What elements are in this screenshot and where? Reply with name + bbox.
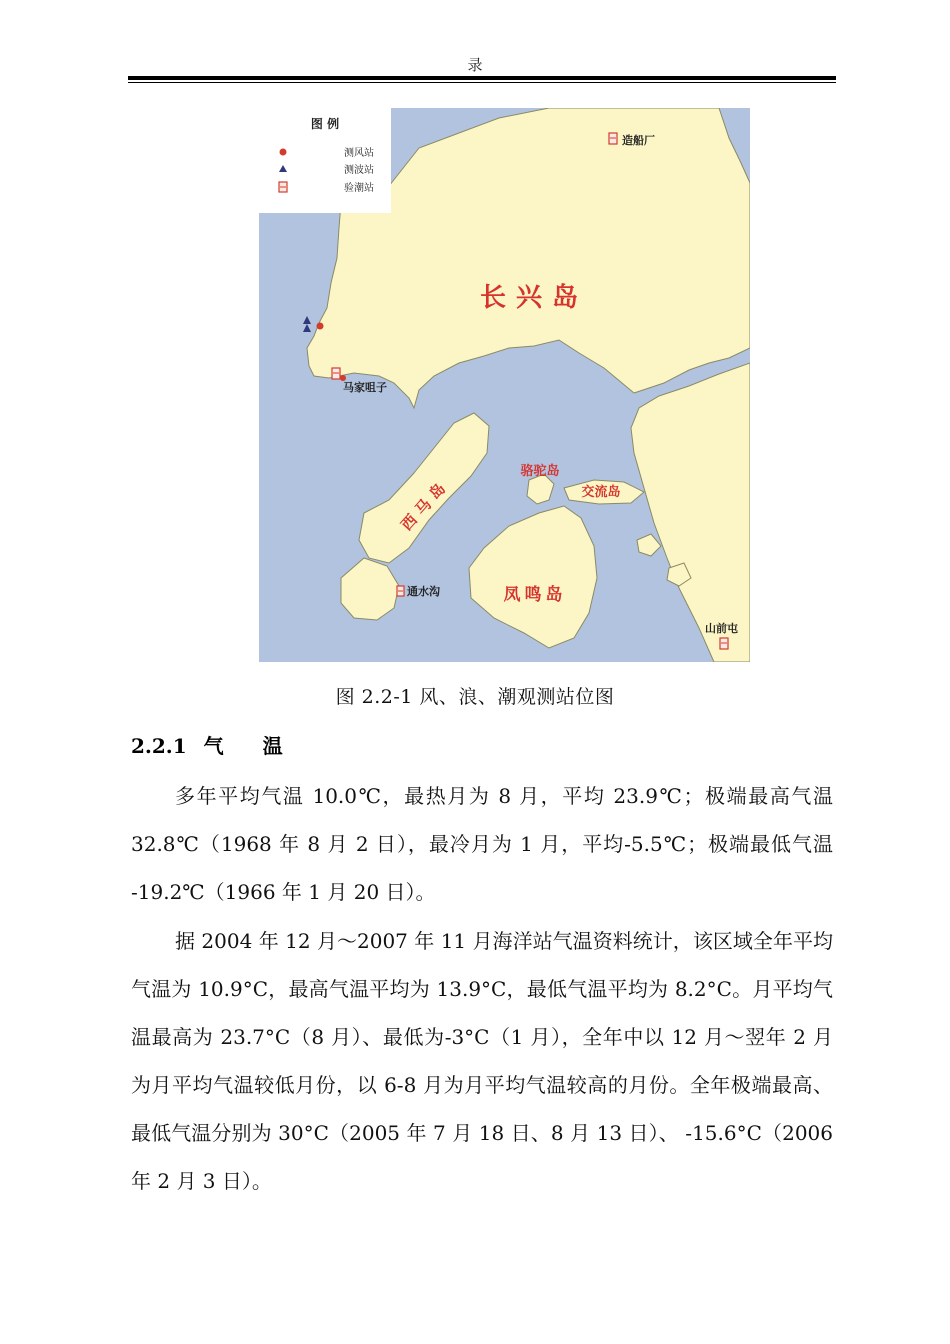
legend-label-wind: 测风站	[344, 148, 374, 159]
station-map	[259, 108, 750, 662]
figure-caption: 图 2.2-1 风、浪、潮观测站位图	[335, 686, 615, 708]
legend-label-wave: 测波站	[344, 165, 374, 176]
station-tongshuigou	[397, 584, 440, 598]
legend-title: 图 例	[310, 117, 340, 131]
section-heading	[131, 730, 299, 759]
island-label-jiaoliu: 交流岛	[581, 485, 621, 500]
red-circle-icon	[317, 323, 324, 330]
legend-label-tide: 验潮站	[344, 183, 374, 194]
paragraph-2: 据 2004 年 12 月～2007 年 11 月海洋站气温资料统计，该区域全年平均气温为 10.9°C，最高气温平均为 13.9°C，最低气温平均为 8.2°C。月平均气温最高为 23.7°C（8 月）、最低为-3°C（1 月），全年中以 12 月～翌年 2 月为月平均气温较低月份，以 6-8 月为月平均气温较高的月份。全年极端最高、最低气温分别为 30°C（2005 年 7 月 18 日、8 月 13 日）、 -15.6°C（2006 年 2 月 3 日）。	[131, 929, 833, 1193]
station-label-shanqiantun: 山前屯	[705, 622, 738, 635]
station-label-zaochuanchang: 造船厂	[622, 134, 655, 147]
red-circle-icon	[280, 149, 287, 156]
header-rule-thin	[128, 82, 836, 83]
island-label-fengming: 凤鸣岛	[503, 585, 567, 605]
section-number: 2.2.1	[131, 734, 187, 758]
header-rule-thick	[128, 76, 836, 80]
page-header: 录	[467, 56, 483, 74]
section-title: 气 温	[203, 734, 299, 758]
island-label-luotuo: 骆驼岛	[520, 464, 560, 479]
station-label-majiazuizi: 马家咀子	[343, 381, 387, 394]
station-label-tongshuigou: 通水沟	[407, 585, 440, 598]
island-label-xima: 西马岛	[397, 475, 454, 535]
island-label-changxing: 长兴岛	[479, 283, 589, 313]
paragraph-1: 多年平均气温 10.0℃，最热月为 8 月，平均 23.9℃；极端最高气温 32.8℃（1968 年 8 月 2 日），最冷月为 1 月，平均-5.5℃；极端最低气温 -19.2℃（1966 年 1 月 20 日）。	[131, 784, 833, 904]
